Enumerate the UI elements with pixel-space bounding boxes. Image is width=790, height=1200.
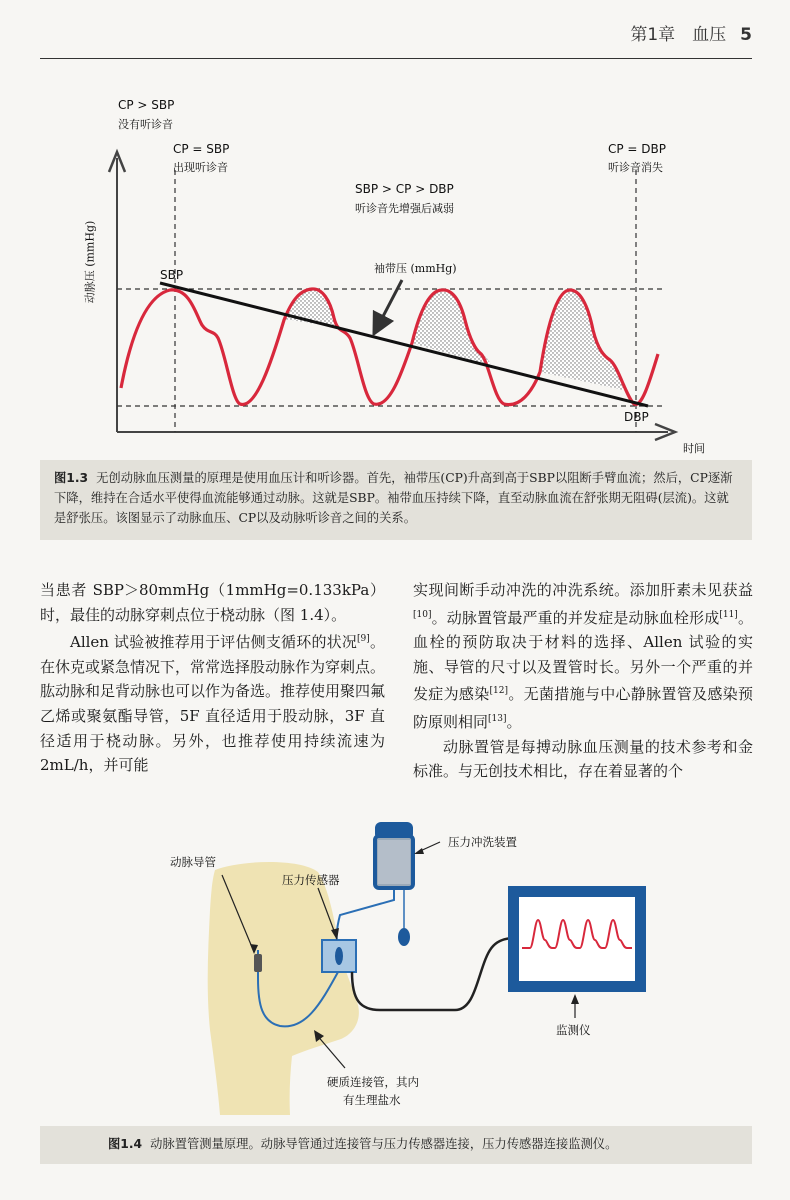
page-number: 5 xyxy=(740,25,752,45)
reference-9: [9] xyxy=(357,634,370,645)
reference-10: [10] xyxy=(413,609,432,620)
label-arterial-catheter: 动脉导管 xyxy=(170,855,216,869)
figure-1-3 xyxy=(0,0,790,470)
label-cp-eq-sbp-note: 出现听诊音 xyxy=(173,161,228,174)
y-axis-title: 动脉压 (mmHg) xyxy=(83,220,97,304)
body-column-right xyxy=(413,578,753,784)
label-sbp: SBP xyxy=(160,268,184,282)
label-cp-eq-dbp: CP = DBP xyxy=(608,142,667,156)
figure-caption-1-4 xyxy=(40,1126,752,1154)
figure-caption-1-3 xyxy=(40,460,752,528)
label-sbp-cp-dbp: SBP > CP > DBP xyxy=(355,182,454,196)
cuff-pointer-arrow xyxy=(378,280,402,326)
figure-number-1-4: 图1.4 xyxy=(108,1137,143,1151)
label-cuff-pressure: 袖带压 (mmHg) xyxy=(374,262,457,275)
paragraph-allen: Allen 试验被推荐用于评估侧支循环的状况[9]。在休克或紧急情况下，常常选择股动脉作为穿刺点。肱动脉和足背动脉也可以作为备选。推荐使用聚四氟乙烯或聚氨酯导管，5F 直径适用于股动脉，3F 直径适用于桡动脉。另外，也推荐使用持续流速为 2mL/h，并可能 xyxy=(40,633,386,775)
figure-number-1-3: 图1.3 xyxy=(54,471,89,485)
label-tubing-line-2: 有生理盐水 xyxy=(343,1093,401,1107)
label-cp-eq-sbp: CP = SBP xyxy=(173,142,230,156)
paragraph-flush: 实现间断手动冲洗的冲洗系统。添加肝素未见获益[10]。动脉置管最严重的并发症是动脉血栓形成[11]。血栓的预防取决于材料的选择、Allen 试验的实施、导管的尺寸以及置管时长。另外一个严重的并发症为感染[12]。无菌措施与中心静脉置管及感染预防原则相同[13]。 xyxy=(413,581,753,731)
label-cp-gt-sbp: CP > SBP xyxy=(118,98,175,112)
catheter-hub xyxy=(254,954,262,972)
label-cp-gt-sbp-note: 没有听诊音 xyxy=(118,118,173,131)
label-tubing-line-1: 硬质连接管，其内 xyxy=(327,1075,419,1089)
label-dbp: DBP xyxy=(624,410,649,424)
paragraph-sbp: 当患者 SBP＞80mmHg（1mmHg=0.133kPa）时，最佳的动脉穿刺点位于桡动脉（图 1.4）。 xyxy=(40,581,385,624)
flush-bulb xyxy=(398,928,410,946)
figure-1-4 xyxy=(0,800,790,1120)
paragraph-gold-standard: 动脉置管是每搏动脉血压测量的技术参考和金标准。与无创技术相比，存在着显著的个 xyxy=(413,737,753,781)
caption-text-1-3: 无创动脉血压测量的原理是使用血压计和听诊器。首先，袖带压(CP)升高到高于SBP以阻断手臂血流；然后，CP逐渐下降，维持在合适水平使得血流能够通过动脉。这就是SBP。袖带血压持续下降，直至动脉血流在舒张期无阻碍(层流)。这就是舒张压。该图显示了动脉血压、CP以及动脉听诊音之间的关系。 xyxy=(54,471,733,525)
monitor-screen xyxy=(519,897,635,981)
reference-13: [13] xyxy=(488,713,507,724)
label-flush-device: 压力冲洗装置 xyxy=(448,835,517,849)
caption-box-1-4 xyxy=(40,1126,752,1164)
reference-12: [12] xyxy=(489,686,509,697)
chapter-title: 第1章 血压 xyxy=(630,25,727,45)
label-pressure-transducer: 压力传感器 xyxy=(282,873,340,887)
caption-box-1-3 xyxy=(40,460,752,540)
monitor-cable xyxy=(352,938,512,1010)
label-sbp-cp-dbp-note: 听诊音先增强后减弱 xyxy=(355,202,454,215)
reference-11: [11] xyxy=(719,609,738,620)
x-axis-title: 时间 xyxy=(683,442,705,455)
label-monitor: 监测仪 xyxy=(556,1023,591,1037)
body-column-left xyxy=(40,578,385,778)
caption-text-1-4: 动脉置管测量原理。动脉导管通过连接管与压力传感器连接，压力传感器连接监测仪。 xyxy=(150,1137,618,1151)
label-cp-eq-dbp-note: 听诊音消失 xyxy=(608,161,663,174)
